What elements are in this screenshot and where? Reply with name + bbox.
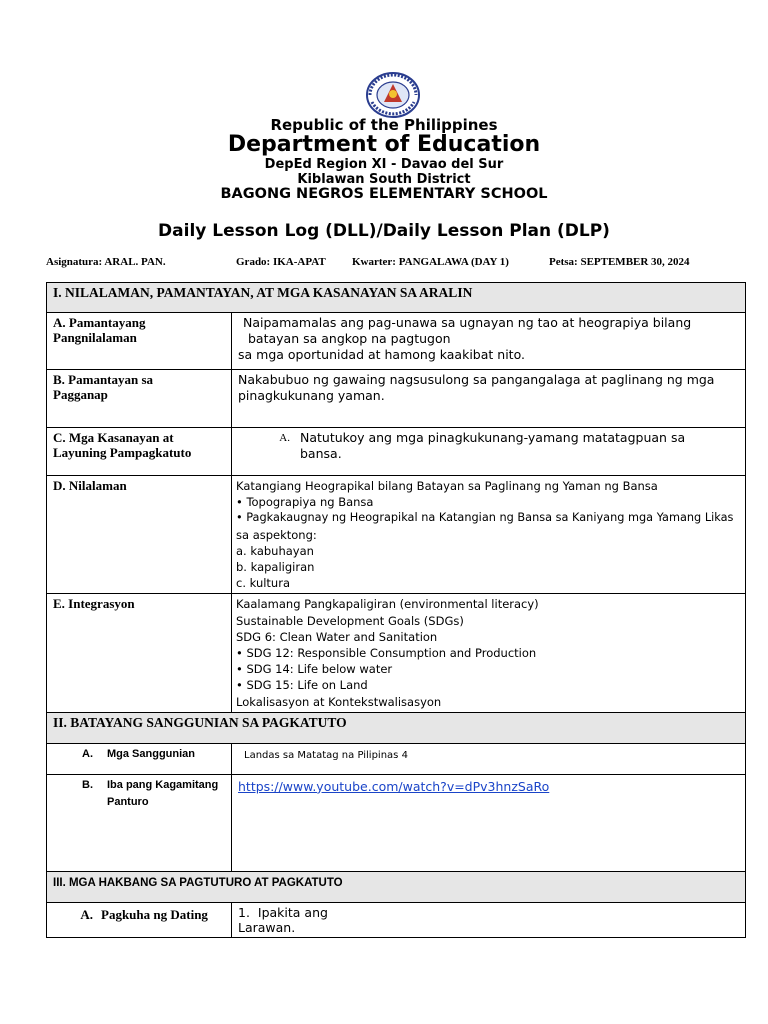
youtube-link[interactable]: https://www.youtube.com/watch?v=dPv3hnzSaRo — [238, 778, 550, 794]
row-content — [232, 428, 746, 476]
region-heading: DepEd Region XI - Davao del Sur — [264, 157, 504, 172]
row-content — [232, 594, 746, 712]
content-line: bansa. — [300, 446, 342, 461]
row-label-line: Layuning Pampagkatuto — [53, 445, 192, 460]
district-heading: Kiblawan South District — [297, 172, 471, 187]
row-label-pamantayang-pangnilalaman — [47, 313, 232, 370]
row-label-mga-kasanayan — [47, 428, 232, 476]
department-heading: Department of Education — [227, 132, 541, 157]
table-row — [47, 370, 746, 428]
row-label-integrasyon — [47, 594, 232, 712]
section-heading-row — [47, 283, 746, 313]
row-label-iba-pang-kagamitan — [47, 774, 232, 871]
reference-value: Landas sa Matatag na Pilipinas 4 — [232, 743, 746, 774]
row-content — [232, 902, 746, 937]
content-line: Sustainable Development Goals (SDGs) — [236, 613, 464, 628]
content-line: Nakabubuo ng gawaing nagsusulong sa pangangalaga at paglinang ng mga — [238, 372, 715, 387]
content-line: • SDG 14: Life below water — [236, 662, 393, 677]
section-heading-row — [47, 712, 746, 743]
content-line: Larawan. — [238, 919, 296, 935]
row-label-nilalaman — [47, 476, 232, 594]
row-label-line: A. Pamantayang — [53, 315, 146, 330]
row-label-line: C. Mga Kasanayan at — [53, 430, 174, 445]
table-row — [47, 902, 746, 937]
table-row — [47, 774, 746, 871]
section-1-heading: I. NILALAMAN, PAMANTAYAN, AT MGA KASANAYAN SA ARALIN — [47, 283, 746, 313]
row-label-line: E. Integrasyon — [53, 596, 135, 612]
row-content — [232, 370, 746, 428]
content-line: b. kapaligiran — [236, 560, 315, 575]
table-row — [47, 594, 746, 712]
content-line: a. kabuhayan — [236, 543, 314, 558]
table-row — [47, 313, 746, 370]
list-marker: A. — [80, 906, 93, 922]
section-3-heading: III. MGA HAKBANG SA PAGTUTURO AT PAGKATUTO — [47, 871, 746, 902]
section-2-heading: II. BATAYANG SANGGUNIAN SA PAGKATUTO — [47, 712, 746, 743]
content-line: c. kultura — [236, 576, 290, 591]
quarter-field: Kwarter: PANGALAWA (DAY 1) — [352, 256, 509, 268]
content-line: • Pagkakaugnay ng Heograpikal na Katangian ng Bansa sa Kaniyang mga Yamang Likas — [236, 511, 734, 525]
row-label-text — [107, 777, 218, 811]
school-heading: BAGONG NEGROS ELEMENTARY SCHOOL — [220, 186, 548, 202]
row-label-line: Iba pang Kagamitang — [107, 778, 219, 791]
row-label-line: B. Pamantayan sa — [53, 372, 154, 387]
row-label-pamantayan-sa-pagganap — [47, 370, 232, 428]
content-text: Ipakita ang — [257, 904, 328, 920]
section-heading-row — [47, 871, 746, 902]
row-label-mga-sanggunian — [47, 743, 232, 774]
row-content — [232, 313, 746, 370]
content-line: sa aspektong: — [236, 527, 317, 542]
row-label-pagkuha-ng-dating — [47, 902, 232, 937]
content-line — [238, 905, 739, 920]
table-row — [47, 428, 746, 476]
row-label-line: Pangnilalaman — [53, 330, 137, 345]
row-label-line: Panturo — [107, 795, 149, 808]
content-line: Kaalamang Pangkapaligiran (environmental literacy) — [236, 597, 539, 612]
grade-field: Grado: IKA-APAT — [236, 256, 326, 268]
content-line: • SDG 15: Life on Land — [236, 678, 368, 693]
content-line: SDG 6: Clean Water and Sanitation — [236, 629, 438, 644]
list-number: 1. — [238, 904, 250, 920]
content-line: sa mga oportunidad at hamong kaakibat nito. — [238, 347, 525, 362]
list-marker: B. — [82, 778, 93, 791]
row-label-line: Pagkuha ng Dating — [101, 906, 208, 922]
content-line: batayan sa angkop na pagtugon — [248, 331, 451, 346]
content-line: Naipamamalas ang pag-unawa sa ugnayan ng tao at heograpiya bilang — [243, 315, 692, 330]
content-line: Katangiang Heograpikal bilang Batayan sa Paglinang ng Yaman ng Bansa — [236, 479, 658, 493]
content-line: • SDG 12: Responsible Consumption and Production — [236, 646, 537, 661]
resource-cell — [232, 774, 746, 871]
content-line: Natutukoy ang mga pinagkukunang-yamang matatagpuan sa — [300, 430, 686, 445]
document-title: Daily Lesson Log (DLL)/Daily Lesson Plan (DLP) — [158, 221, 610, 241]
row-label-line: Mga Sanggunian — [107, 747, 195, 760]
row-label-line: Pagganap — [53, 387, 108, 402]
row-label-line: D. Nilalaman — [53, 478, 127, 493]
table-row — [47, 743, 746, 774]
lesson-log-table — [46, 282, 746, 938]
republic-heading: Republic of the Philippines — [270, 116, 498, 134]
content-line: pinagkukunang yaman. — [238, 388, 385, 403]
subject-field: Asignatura: ARAL. PAN. — [46, 256, 166, 268]
row-content — [232, 476, 746, 594]
content-line — [296, 430, 685, 462]
content-line: • Topograpiya ng Bansa — [236, 495, 374, 510]
date-field: Petsa: SEPTEMBER 30, 2024 — [549, 256, 690, 268]
list-marker: A. — [279, 432, 290, 444]
table-row — [47, 476, 746, 594]
list-marker: A. — [82, 747, 93, 760]
content-line: Lokalisasyon at Kontekstwalisasyon — [236, 694, 442, 709]
deped-seal-icon — [362, 72, 424, 120]
